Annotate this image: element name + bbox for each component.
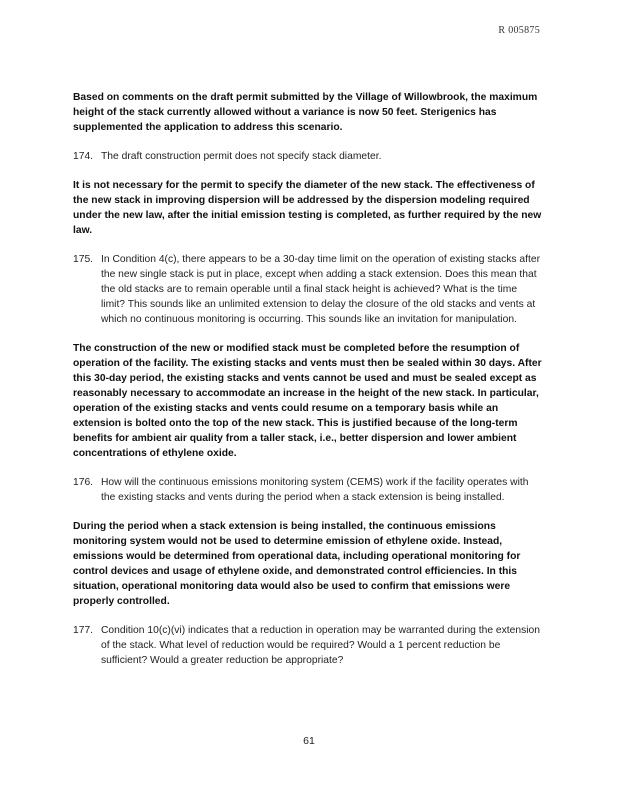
comment-176	[73, 475, 543, 505]
response-paragraph: It is not necessary for the permit to specify the diameter of the new stack. The effectiveness of the new stack in improving dispersion will be addressed by the dispersion modeling required under the new law, after the initial emission testing is completed, as further required by the new law.	[73, 180, 542, 236]
comment-174	[73, 149, 543, 164]
comment-number: 177.	[73, 625, 94, 636]
comment-number: 174.	[73, 151, 94, 162]
response-paragraph: The construction of the new or modified stack must be completed before the resumption of operation of the facility. The existing stacks and vents must then be sealed within 30 days. After this 30-day period, the existing stacks and vents cannot be used and must be sealed except as reasonably necessary to accommodate an increase in the height of the new stack. In particular, operation of the existing stacks and vents could resume on a temporary basis while an extension is bolted onto the top of the new stack. This is justified because of the long-term benefits for ambient air quality from a taller stack, i.e., better dispersion and lower ambient concentrations of ethylene oxide.	[73, 343, 542, 459]
comment-text: Condition 10(c)(vi) indicates that a reduction in operation may be warranted during the extension of the stack. What level of reduction would be required? Would a 1 percent reduction be sufficient? Would a greater reduction be appropriate?	[101, 625, 541, 666]
comment-text: How will the continuous emissions monitoring system (CEMS) work if the facility operates with the existing stacks and vents during the period when a stack extension is being installed.	[101, 477, 529, 503]
response-paragraph: During the period when a stack extension is being installed, the continuous emissions monitoring system would not be used to determine emission of ethylene oxide. Instead, emissions would be determined from operational data, including operational monitoring for control devices and usage of ethylene oxide, and demonstrated control efficiencies. In this situation, operational monitoring data would also be used to confirm that emissions were properly controlled.	[73, 521, 521, 607]
comment-175	[73, 252, 543, 327]
comment-177	[73, 623, 543, 668]
bates-number: R 005875	[498, 25, 540, 36]
response-paragraph: Based on comments on the draft permit submitted by the Village of Willowbrook, the maximum height of the stack currently allowed without a variance is now 50 feet. Sterigenics has supplemented the application to address this scenario.	[73, 92, 538, 133]
document-body	[73, 90, 543, 682]
comment-number: 175.	[73, 254, 94, 265]
comment-text: The draft construction permit does not specify stack diameter.	[101, 151, 382, 162]
comment-text: In Condition 4(c), there appears to be a 30-day time limit on the operation of existing stacks after the new single stack is put in place, except when adding a stack extension. Does this mean that the old stacks are to remain operable until a final stack height is achieved? What is the time limit? This sounds like an unlimited extension to delay the closure of the old stacks and vents at which no continuous monitoring is occurring. This sounds like an invitation for manipulation.	[101, 254, 540, 325]
comment-number: 176.	[73, 477, 94, 488]
page-number: 61	[303, 735, 315, 747]
